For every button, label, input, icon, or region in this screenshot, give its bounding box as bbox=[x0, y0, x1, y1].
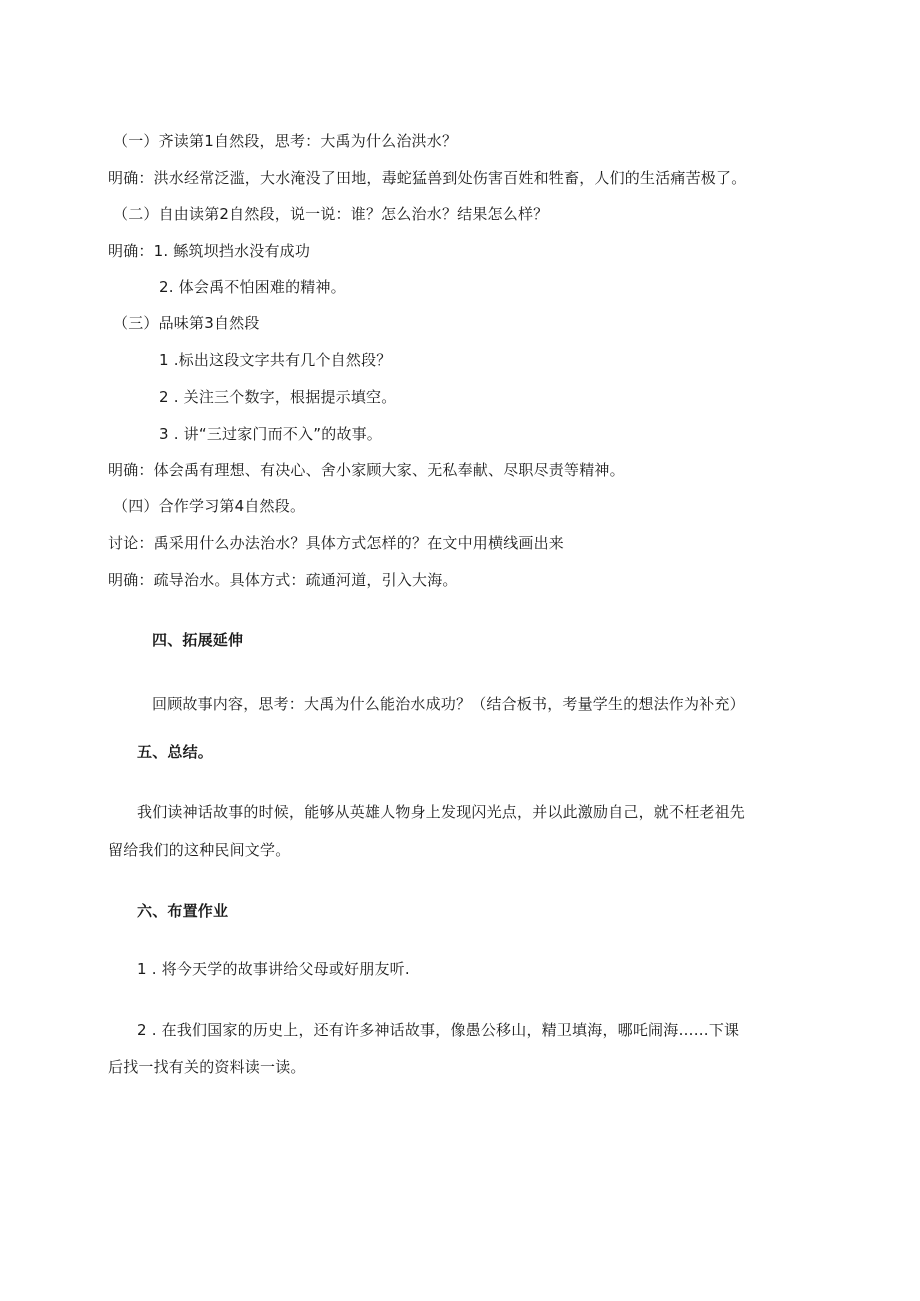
extension-text: 回顾故事内容，思考：大禹为什么能治水成功？（结合板书，考量学生的想法作为补充） bbox=[152, 695, 745, 713]
answer-2-item-2: 2. 体会禹不怕困难的精神。 bbox=[159, 278, 346, 296]
question-3-item-1: 1 .标出这段文字共有几个自然段？ bbox=[159, 351, 392, 369]
summary-text-line-1: 我们读神话故事的时候，能够从英雄人物身上发现闪光点，并以此激励自己，就不枉老祖先 bbox=[137, 803, 746, 821]
question-2: （二）自由读第2自然段，说一说：谁？怎么治水？结果怎么样？ bbox=[113, 205, 549, 223]
homework-item-1: 1 . 将今天学的故事讲给父母或好朋友听. bbox=[137, 960, 410, 978]
question-3-item-2: 2 . 关注三个数字，根据提示填空。 bbox=[159, 388, 397, 406]
question-4: （四）合作学习第4自然段。 bbox=[113, 497, 306, 515]
answer-3: 明确：体会禹有理想、有决心、舍小家顾大家、无私奉献、尽职尽责等精神。 bbox=[108, 461, 625, 479]
homework-item-2-line-2: 后找一找有关的资料读一读。 bbox=[108, 1058, 306, 1076]
section-heading-homework: 六、布置作业 bbox=[137, 902, 229, 920]
discussion-4: 讨论：禹采用什么办法治水？具体方式怎样的？在文中用横线画出来 bbox=[108, 534, 565, 552]
answer-2-item-1: 明确：1. 鲧筑坝挡水没有成功 bbox=[108, 242, 311, 260]
question-3: （三）品味第3自然段 bbox=[113, 314, 260, 332]
section-heading-summary: 五、总结。 bbox=[137, 743, 214, 761]
answer-4: 明确：疏导治水。具体方式：疏通河道，引入大海。 bbox=[108, 571, 458, 589]
homework-item-2-line-1: 2 . 在我们国家的历史上，还有许多神话故事，像愚公移山，精卫填海，哪吒闹海……下课 bbox=[137, 1021, 740, 1039]
summary-text-line-2: 留给我们的这种民间文学。 bbox=[108, 841, 291, 859]
answer-1: 明确：洪水经常泛滥，大水淹没了田地，毒蛇猛兽到处伤害百姓和牲畜，人们的生活痛苦极了。 bbox=[108, 169, 747, 187]
section-heading-extension: 四、拓展延伸 bbox=[152, 631, 244, 649]
question-3-item-3: 3 . 讲“三过家门而不入”的故事。 bbox=[159, 425, 382, 443]
question-1: （一）齐读第1自然段，思考：大禹为什么治洪水？ bbox=[113, 132, 458, 150]
